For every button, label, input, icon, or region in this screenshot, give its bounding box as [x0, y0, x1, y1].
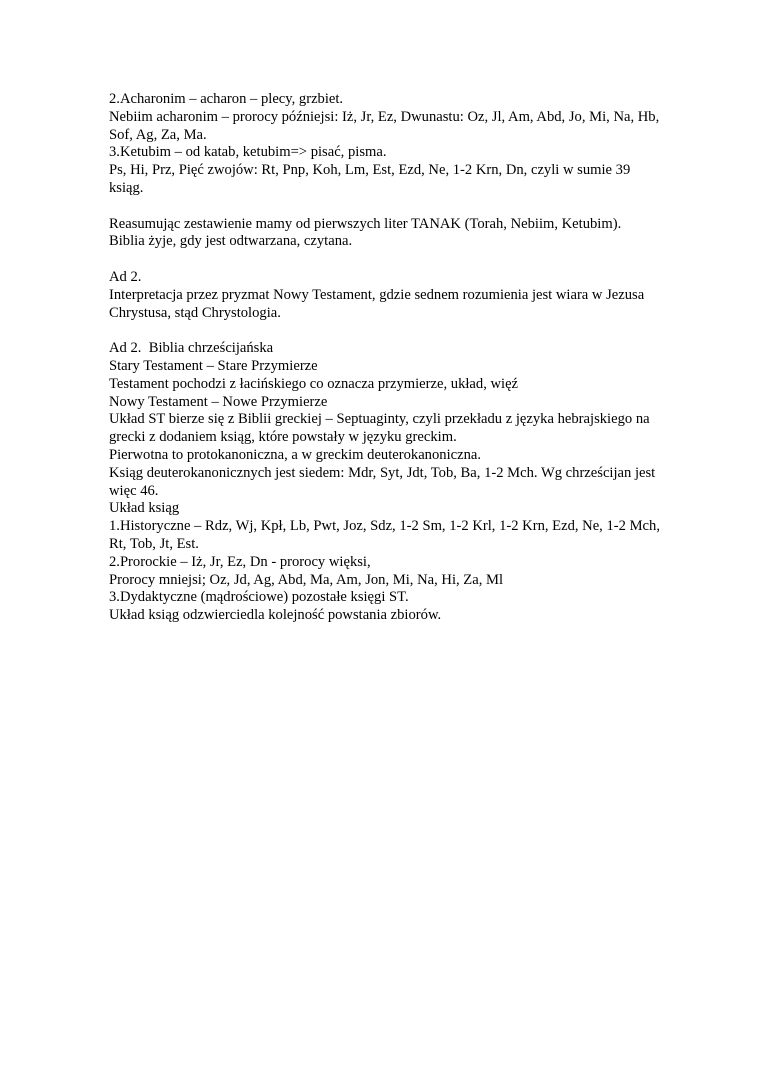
text-line: Pierwotna to protokanoniczna, a w greckim deuterokanoniczna.: [109, 446, 482, 463]
text-line: Chrystusa, stąd Chrystologia.: [109, 304, 281, 321]
text-line: Interpretacja przez pryzmat Nowy Testament, gdzie sednem rozumienia jest wiara w Jezusa: [109, 286, 645, 303]
text-line: Układ ksiąg: [109, 500, 180, 517]
text-line: Ad 2.: [109, 268, 142, 285]
text-line: grecki z dodaniem ksiąg, które powstały w języku greckim.: [109, 429, 457, 446]
text-line: Reasumując zestawienie mamy od pierwszych liter TANAK (Torah, Nebiim, Ketubim).: [109, 215, 622, 232]
text-line: Sof, Ag, Za, Ma.: [109, 126, 207, 143]
text-line: 2.Prorockie – Iż, Jr, Ez, Dn - prorocy więksi,: [109, 553, 371, 570]
text-line: więc 46.: [109, 482, 159, 499]
text-line: ksiąg.: [109, 179, 144, 196]
blank-line: [109, 251, 699, 269]
text-line: Biblia żyje, gdy jest odtwarzana, czytana.: [109, 233, 353, 250]
text-line: Układ ST bierze się z Biblii greckiej – Septuaginty, czyli przekładu z języka hebrajskiego na: [109, 411, 650, 428]
document-body: [109, 91, 699, 625]
blank-line: [109, 198, 699, 216]
text-line: Rt, Tob, Jt, Est.: [109, 535, 199, 552]
text-line: 1.Historyczne – Rdz, Wj, Kpł, Lb, Pwt, Joz, Sdz, 1-2 Sm, 1-2 Krl, 1-2 Krn, Ezd, Ne, 1-2 Mch,: [109, 518, 660, 535]
text-line: Testament pochodzi z łacińskiego co oznacza przymierze, układ, więź: [109, 375, 519, 392]
text-line: Nebiim acharonim – prorocy późniejsi: Iż, Jr, Ez, Dwunastu: Oz, Jl, Am, Abd, Jo, Mi, Na, Hb,: [109, 108, 660, 125]
text-line: Nowy Testament – Nowe Przymierze: [109, 393, 328, 410]
text-line: 2.Acharonim – acharon – plecy, grzbiet.: [109, 91, 344, 107]
text-line: 3.Ketubim – od katab, ketubim=> pisać, pisma.: [109, 144, 387, 161]
text-line: Prorocy mniejsi; Oz, Jd, Ag, Abd, Ma, Am, Jon, Mi, Na, Hi, Za, Ml: [109, 571, 504, 588]
text-line: Stary Testament – Stare Przymierze: [109, 357, 318, 374]
text-line: Ad 2. Biblia chrześcijańska: [109, 340, 274, 357]
text-line: Ps, Hi, Prz, Pięć zwojów: Rt, Pnp, Koh, Lm, Est, Ezd, Ne, 1-2 Krn, Dn, czyli w sumie 39: [109, 162, 631, 179]
text-line: 3.Dydaktyczne (mądrościowe) pozostałe księgi ST.: [109, 589, 409, 606]
text-line: Ksiąg deuterokanonicznych jest siedem: Mdr, Syt, Jdt, Tob, Ba, 1-2 Mch. Wg chrześcijan jest: [109, 464, 656, 481]
blank-line: [109, 322, 699, 340]
text-line: Układ ksiąg odzwierciedla kolejność powstania zbiorów.: [109, 607, 442, 624]
